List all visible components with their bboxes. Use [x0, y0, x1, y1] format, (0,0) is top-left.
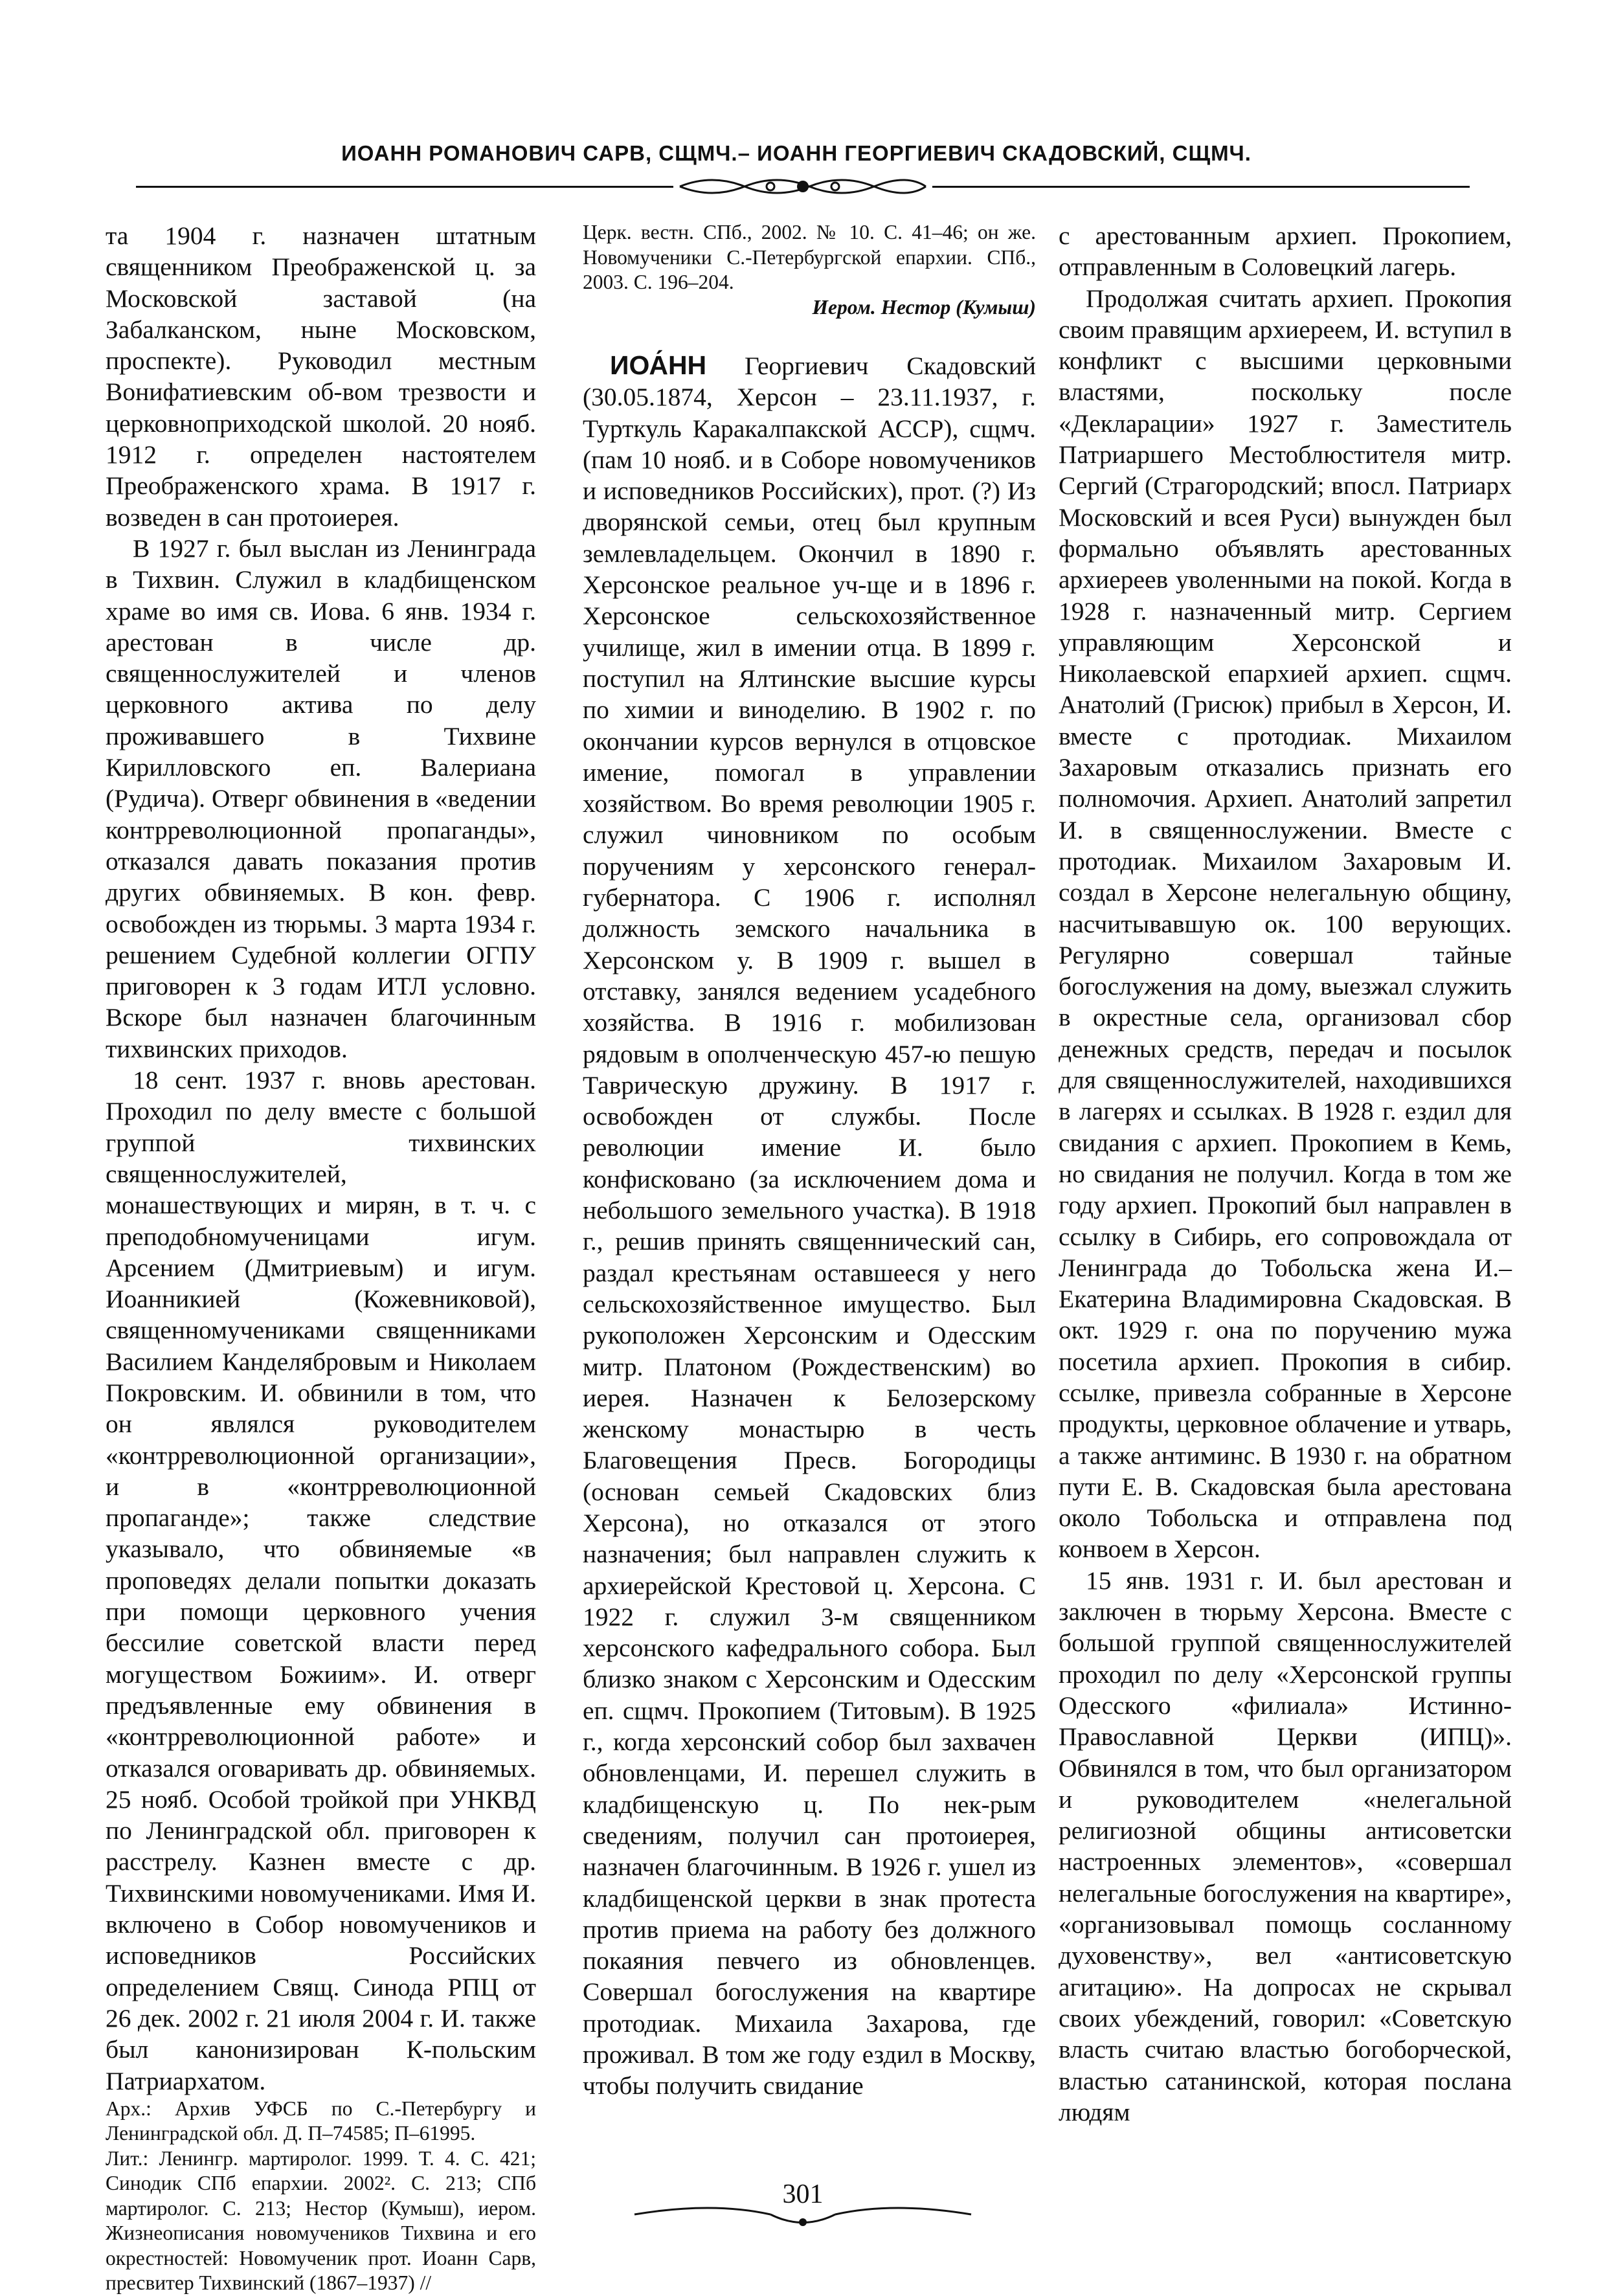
paragraph: В 1927 г. был выслан из Ленинграда в Тихвин. Служил в кладбищенском храме во имя св. Иова. 6 янв. 1934 г. арестован в числе др. священнослужителей и членов церковного актива по делу проживавшего в Тихвине Кирилловского еп. Валериана (Рудича). Отверг обвинения в «ведении контрреволюционной пропаганды», отказался давать показания против других обвиняемых. В кон. февр. освобожден из тюрьмы. 3 марта 1934 г. решением Судебной коллегии ОГПУ приговорен к 3 годам ИТЛ условно. Вскоре был назначен благочинным тихвинских приходов.	[106, 534, 536, 1063]
page-number: 301	[782, 2179, 824, 2209]
running-title: ИОАНН РОМАНОВИЧ САРВ, СЩМЧ.– ИОАНН ГЕОРГИЕВИЧ СКАДОВСКИЙ, СЩМЧ.	[341, 141, 1251, 165]
column-2	[583, 220, 1036, 2102]
author-signature: Иером. Нестор (Кумыш)	[812, 295, 1036, 319]
entry-name: ИОА́НН	[610, 350, 707, 380]
column-3	[1059, 220, 1512, 2128]
paragraph: Продолжая считать архиеп. Прокопия своим правящим архиереем, И. вступил в конфликт с высшими церковными властями, поскольку после «Декларации» 1927 г. Заместитель Патриаршего Местоблюстителя митр. Сергий (Страгородский; впосл. Патриарх Московский и всея Руси) вынужден был формально объявлять арестованных архиереев уволенными на покой. Когда в 1928 г. назначенный митр. Сергием управляющим Херсонской и Николаевской епархией архиеп. сщмч. Анатолий (Грисюк) прибыл в Херсон, И. вместе с протодиак. Михаилом Захаровым отказались признать его полномочия. Архиеп. Анатолий запретил И. в священнослужении. Вместе с протодиак. Михаилом Захаровым И. создал в Херсоне нелегальную общину, насчитывавшую ок. 100 верующих. Регулярно совершал тайные богослужения на дому, выезжал служить в окрестные села, организовал сбор денежных средств, передач и посылок для священнослужителей, находившихся в лагерях и ссылках. В 1928 г. ездил для свидания с архиеп. Прокопием в Кемь, но свидания не получил. Когда в том же году архиеп. Прокопий был направлен в ссылку в Сибирь, его сопровождала от Ленинграда до Тобольска жена И.– Екатерина Владимировна Скадовская. В окт. 1929 г. она по поручению мужа посетила архиеп. Прокопия в сибир. ссылке, привезла собранные в Херсоне продукты, церковное облачение и утварь, а также антиминс. В 1930 г. на обратном пути Е. В. Скадовская была арестована около Тобольска и отправлена под конвоем в Херсон.	[1059, 284, 1512, 1564]
bibliography-continued	[583, 220, 1036, 295]
column-1	[106, 220, 536, 2296]
paragraph: 18 сент. 1937 г. вновь арестован. Проходил по делу вместе с большой группой тихвинских священнослужителей, монашествующих и мирян, в т. ч. с преподобномученицами игум. Арсением (Дмитриевым) и игум. Иоанникией (Кожевниковой), священномучениками священниками Василием Канделябровым и Николаем Покровским. И. обвинили в том, что он являлся руководителем «контрреволюционной организации», и в «контрреволюционной пропаганде»; также следствие указывало, что обвиняемые «в проповедях делали попытки доказать при помощи церковного учения бессилие советской власти перед могуществом Божиим». И. отверг предъявленные ему обвинения в «контрреволюционной работе» и отказался оговаривать др. обвиняемых. 25 нояб. Особой тройкой при УНКВД по Ленинградской обл. приговорен к расстрелу. Казнен вместе с др. Тихвинскими новомучениками. Имя И. включено в Собор новомучеников и исповедников Российских определением Свящ. Синода РПЦ от 26 дек. 2002 г. 21 июля 2004 г. И. также был канонизирован К-польским Патриархатом.	[106, 1066, 536, 2095]
entry-paragraph	[583, 350, 1036, 2102]
literature-reference: Лит.: Ленингр. мартиролог. 1999. Т. 4. С. 421; Синодик СПб епархии. 2002². С. 213; СПб мартиролог. С. 213; Нестор (Кумыш), иером. Жизнеописания новомучеников Тихвина и его окрестностей: Новомученик прот. Иоанн Сарв, пресвитер Тихвинский (1867–1937) //	[106, 2146, 536, 2295]
archive-reference: Арх.: Архив УФСБ по С.-Петербургу и Ленинградской обл. Д. П–74585; П–61995.	[106, 2097, 536, 2145]
header-ornament-icon	[673, 170, 932, 203]
paragraph: 15 янв. 1931 г. И. был арестован и заключен в тюрьму Херсона. Вместе с большой группой священнослужителей проходил по делу «Херсонской группы Одесского «филиала» Истинно-Православной Церкви (ИПЦ)». Обвинялся в том, что был организатором и руководителем «нелегальной религиозной общины антисоветски настроенных элементов», «совершал нелегальные богослужения на квартире», «организовывал помощь сосланному духовенству», вел «антисоветскую агитацию». На допросах не скрывал своих убеждений, говорил: «Советскую власть считаю властью богоборческой, властью сатанинской, которая послана людям	[1059, 1566, 1512, 2126]
literature-reference-continued: Церк. вестн. СПб., 2002. № 10. С. 41–46; он же. Новомученики С.-Петербургской епархии. СПб., 2003. С. 196–204.	[583, 221, 1036, 293]
paragraph: с арестованным архиеп. Прокопием, отправленным в Соловецкий лагерь.	[1059, 221, 1512, 282]
entry-text: Георгиевич Скадовский (30.05.1874, Херсон – 23.11.1937, г. Турткуль Каракалпакской АССР), сщмч. (пам 10 нояб. и в Соборе новомучеников и исповедников Российских), прот. (?) Из дворянской семьи, отец был крупным землевладельцем. Окончил в 1890 г. Херсонское реальное уч-ще и в 1896 г. Херсонское сельскохозяйственное училище, жил в имении отца. В 1899 г. поступил на Ялтинские высшие курсы по химии и виноделию. В 1902 г. по окончании курсов вернулся в отцовское имение, помогал в управлении хозяйством. Во время революции 1905 г. служил чиновником по особым поручениям у херсонского генерал-губернатора. С 1906 г. исполнял должность земского начальника в Херсонском у. В 1909 г. вышел в отставку, занялся ведением усадебного хозяйства. В 1916 г. мобилизован рядовым в ополченческую 457-ю пешую Таврическую дружину. В 1917 г. освобожден от службы. После революции имение И. было конфисковано (за исключением дома и небольшого земельного участка). В 1918 г., решив принять священнический сан, раздал крестьянам оставшееся у него сельскохозяйственное имущество. Был рукоположен Херсонским и Одесским митр. Платоном (Рождественским) во иерея. Назначен к Белозерскому женскому монастырю в честь Благовещения Пресв. Богородицы (основан семьей Скадовских близ Херсона), но отказался от этого назначения; был направлен служить к архиерейской Крестовой ц. Херсона. С 1922 г. служил 3-м священником херсонского кафедрального собора. Был близко знаком с Херсонским и Одесским еп. сщмч. Прокопием (Титовым). В 1925 г., когда херсонский собор был захвачен обновленцами, И. перешел служить в кладбищенскую ц. По нек-рым сведениям, получил сан протоиерея, назначен благочинным. В 1926 г. ушел из кладбищенской церкви в знак протеста против приема на работу без должного покаяния певчего из обновленцев. Совершал богослужения на квартире протодиак. Михаила Захарова, где проживал. В том же году ездил в Москву, чтобы получить свидание	[583, 352, 1037, 2100]
bibliography	[106, 2097, 536, 2296]
paragraph: та 1904 г. назначен штатным священником Преображенской ц. за Московской заставой (на Забалканском, ныне Московском, проспекте). Руководил местным Вонифатиевским об-вом трезвости и церковноприходской школой. 20 нояб. 1912 г. определен настоятелем Преображенского храма. В 1917 г. возведен в сан протоиерея.	[106, 221, 536, 532]
